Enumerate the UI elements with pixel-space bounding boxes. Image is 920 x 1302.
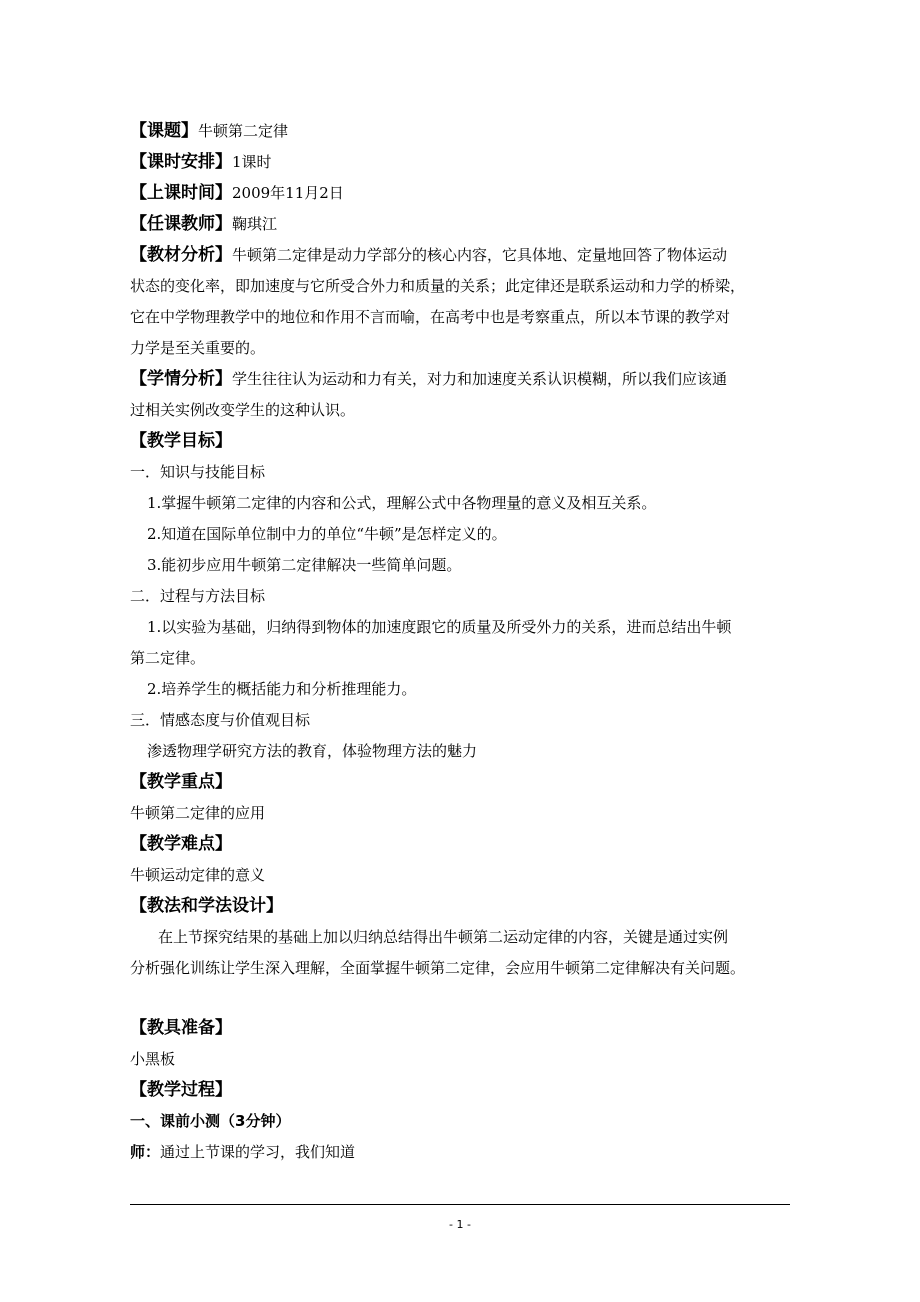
hours-line [130,152,790,172]
speaker-label: 师： [130,1143,161,1161]
students-label: 【学情分析】 [130,369,232,389]
goals-s1-item-1: 1.掌握牛顿第二定律的内容和公式，理解公式中各物理量的意义及相互关系。 [147,494,657,512]
textbook-line-2: 状态的变化率，即加速度与它所受合外力和质量的关系；此定律还是联系运动和力学的桥梁， [130,277,746,295]
goals-s3-text: 渗透物理学研究方法的教育，体验物理方法的魅力 [147,742,478,760]
goals-section-3: 三．情感态度与价值观目标 [130,711,311,729]
date-value: 2009年11月2日 [232,184,344,202]
footer-rule [130,1204,790,1205]
teacher-line [130,214,790,234]
goals-s1-item-2: 2.知道在国际单位制中力的单位“牛顿”是怎样定义的。 [147,525,507,543]
textbook-text: 牛顿第二定律是动力学部分的核心内容，它具体地、定量地回答了物体运动 [232,246,728,264]
topic-line [130,121,790,141]
teacher-label: 【任课教师】 [130,214,232,234]
process-heading: 【教学过程】 [130,1080,232,1100]
students-text: 学生往往认为运动和力有关，对力和加速度关系认识模糊，所以我们应该通 [232,370,728,388]
goals-s1-item-3: 3.能初步应用牛顿第二定律解决一些简单问题。 [147,556,462,574]
date-line [130,183,790,203]
teacher-value: 鞠琪江 [232,215,278,233]
textbook-label: 【教材分析】 [130,245,232,265]
goals-section-1: 一．知识与技能目标 [130,463,266,481]
tools-heading: 【教具准备】 [130,1018,232,1038]
method-heading: 【教法和学法设计】 [130,896,283,916]
textbook-line-1 [130,245,790,265]
tools-text: 小黑板 [130,1050,176,1068]
goals-heading: 【教学目标】 [130,431,232,451]
students-line-2: 过相关实例改变学生的这种认识。 [130,401,356,419]
key-point-text: 牛顿第二定律的应用 [130,804,266,822]
goals-section-2: 二．过程与方法目标 [130,587,266,605]
method-line-2: 分析强化训练让学生深入理解，全面掌握牛顿第二定律，会应用牛顿第二定律解决有关问题。 [130,959,746,977]
difficulty-text: 牛顿运动定律的意义 [130,866,266,884]
process-subheading: 一、课前小测（3分钟） [130,1112,291,1130]
method-line-1: 在上节探究结果的基础上加以归纳总结得出牛顿第二运动定律的内容，关键是通过实例 [158,928,729,946]
textbook-line-3: 它在中学物理教学中的地位和作用不言而喻，在高考中也是考察重点，所以本节课的教学对 [130,308,731,326]
students-line-1 [130,369,790,389]
process-dialogue [130,1142,790,1162]
goals-s2-item-1-cont: 第二定律。 [130,649,206,667]
difficulty-heading: 【教学难点】 [130,834,232,854]
goals-s2-item-2: 2.培养学生的概括能力和分析推理能力。 [147,680,417,698]
page-number: - 1 - [449,1218,471,1231]
dialogue-text: 通过上节课的学习，我们知道 [160,1143,356,1161]
date-label: 【上课时间】 [130,183,232,203]
topic-value: 牛顿第二定律 [198,122,289,140]
key-point-heading: 【教学重点】 [130,772,232,792]
textbook-line-4: 力学是至关重要的。 [130,339,266,357]
goals-s2-item-1: 1.以实验为基础，归纳得到物体的加速度跟它的质量及所受外力的关系，进而总结出牛顿 [147,618,732,636]
topic-label: 【课题】 [130,121,198,141]
hours-value: 1课时 [232,153,272,171]
hours-label: 【课时安排】 [130,152,232,172]
